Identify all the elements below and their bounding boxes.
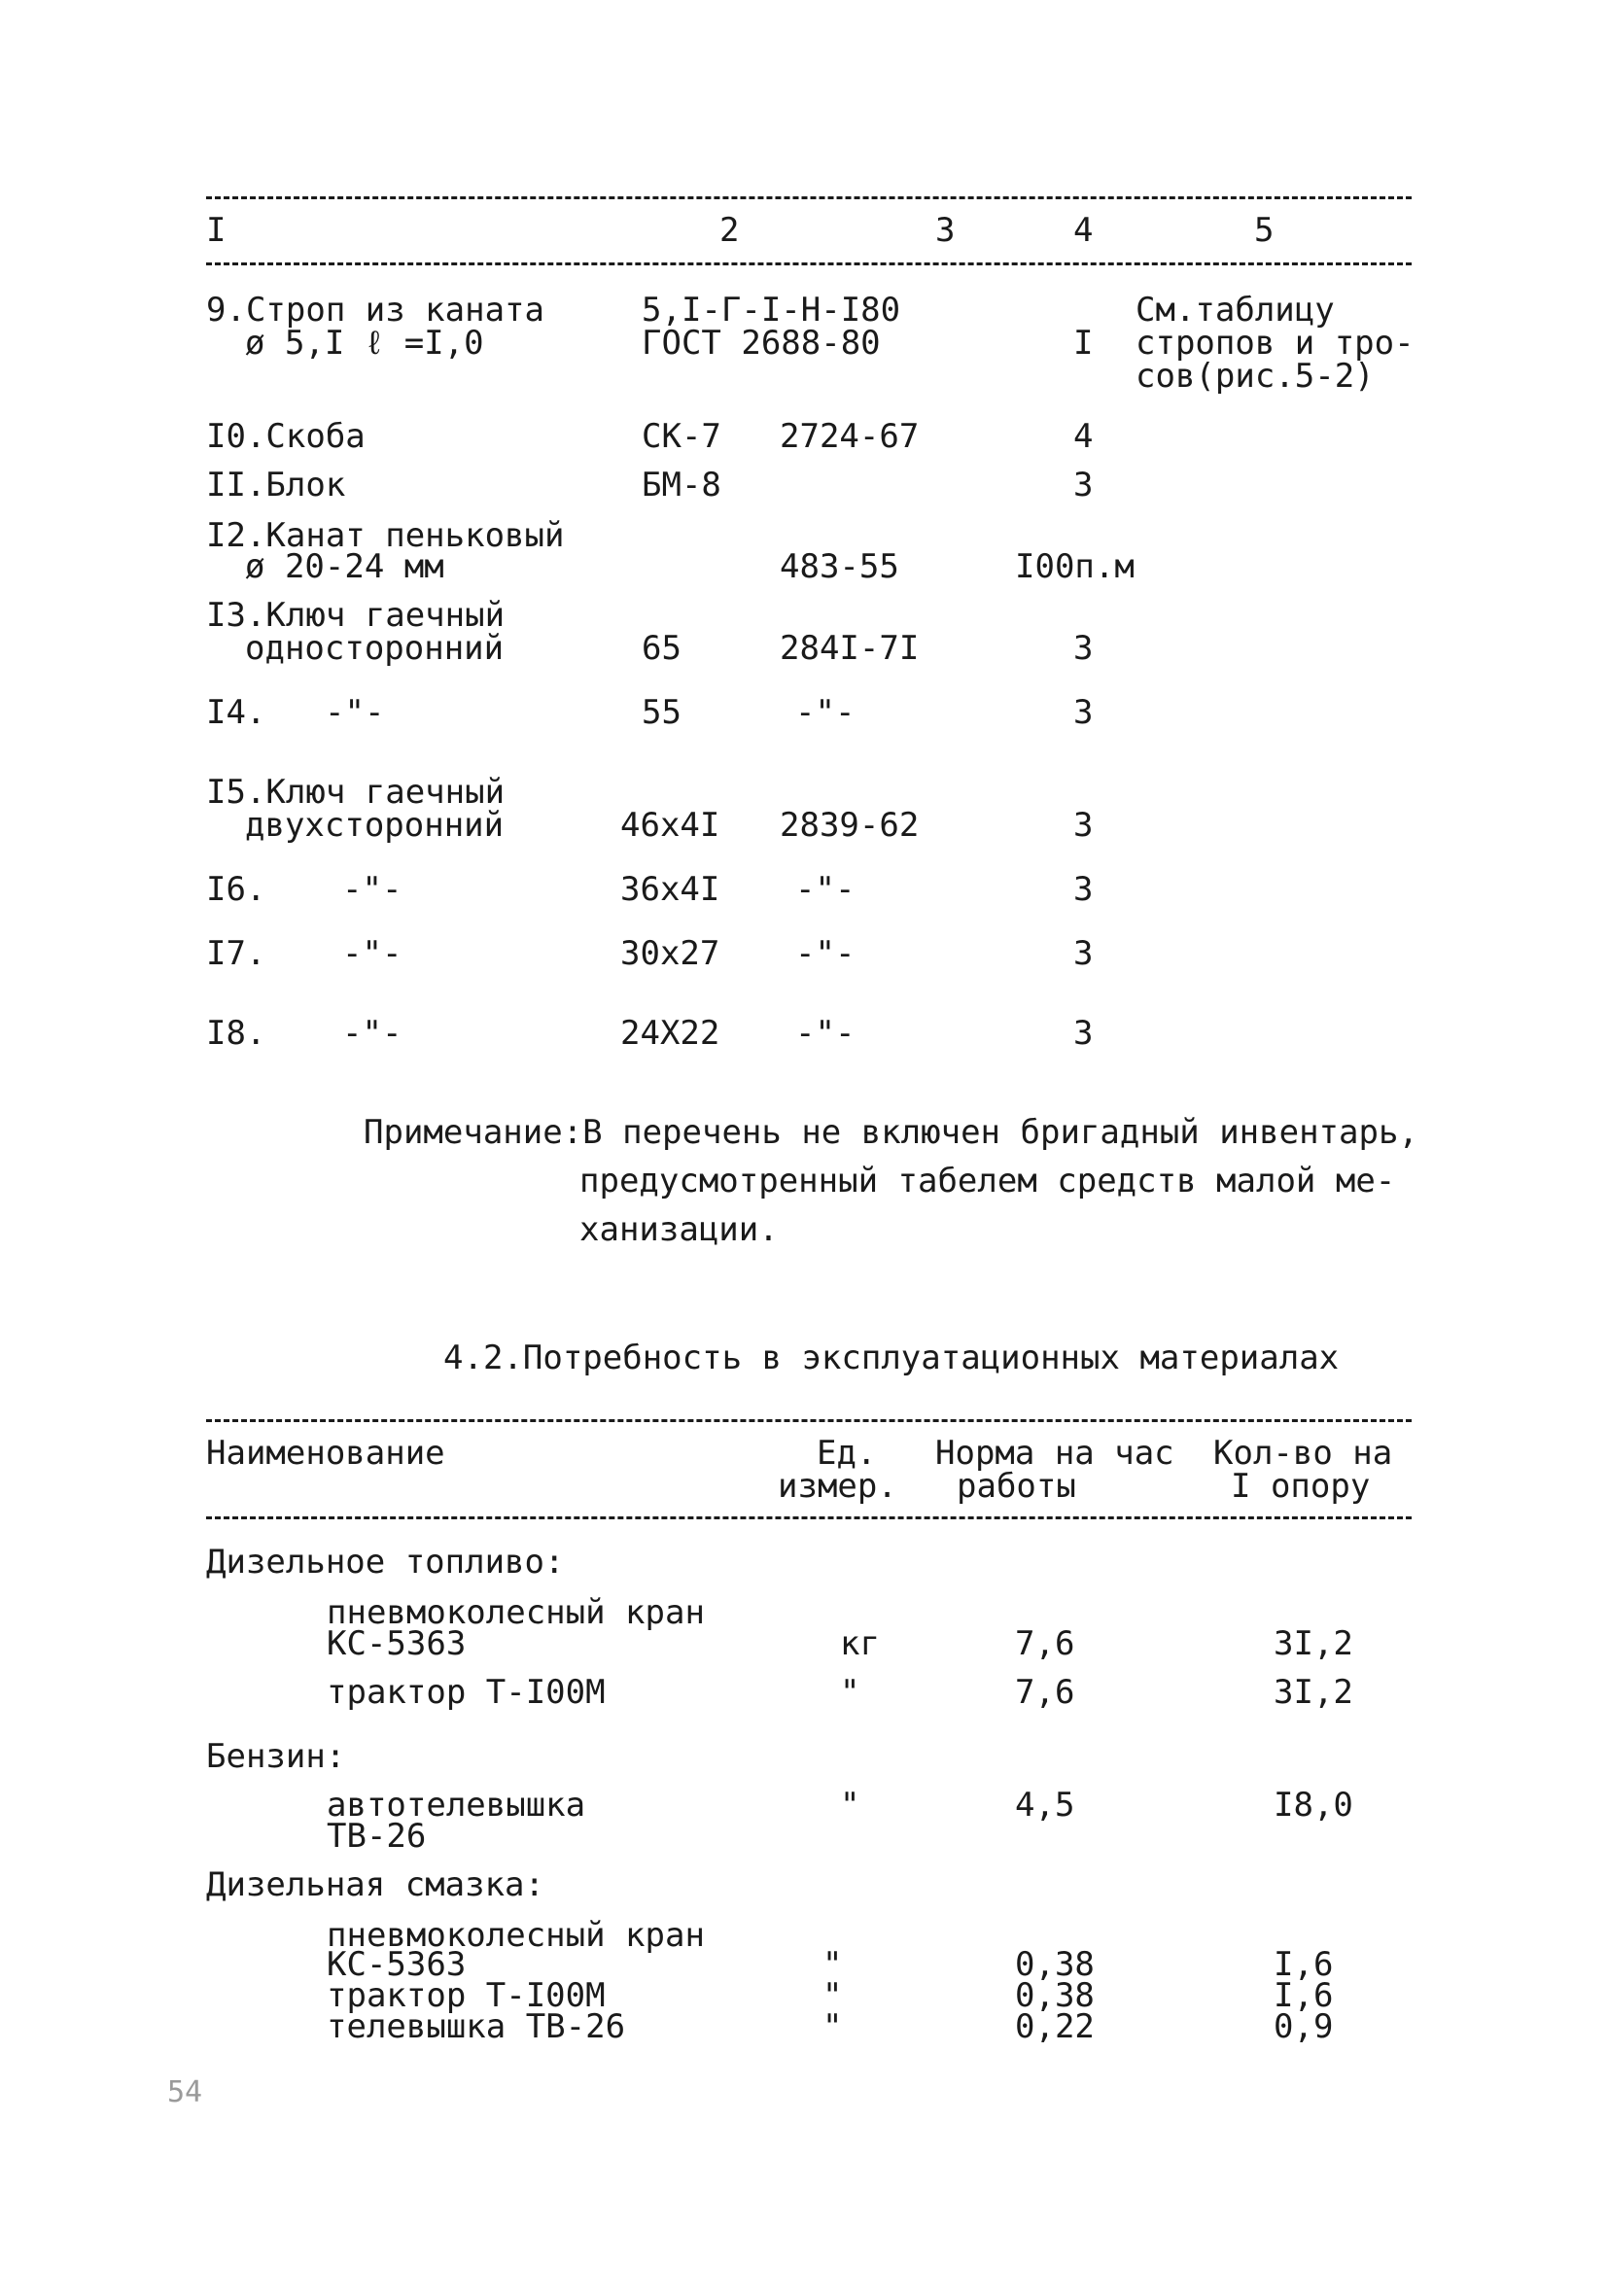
row13-col4: 3	[1073, 629, 1094, 668]
row15-col2: 46x4I	[620, 806, 720, 845]
row10-name: I0.Скоба	[206, 417, 366, 456]
row18-col2: 24X22	[620, 1014, 720, 1053]
item-lube-tractor-norm: 0,38	[1015, 1976, 1095, 2015]
table1-top-rule	[206, 196, 1412, 199]
row16-col4: 3	[1073, 870, 1094, 909]
row16-number: I6.	[206, 870, 266, 909]
row9-col5-line1: См.таблицу	[1136, 291, 1335, 330]
row14-number: I4.	[206, 693, 266, 732]
table2-header-norm-line1: Норма на час	[935, 1434, 1174, 1473]
row14-col2: 55	[642, 693, 682, 732]
row17-col4: 3	[1073, 934, 1094, 973]
row15-col4: 3	[1073, 806, 1094, 845]
table1-header-rule	[206, 262, 1412, 265]
row9-name-line1: 9.Строп из каната	[206, 291, 544, 330]
item-tractor-norm: 7,6	[1015, 1673, 1075, 1712]
row12-col3: 483-55	[780, 547, 899, 586]
item-crane-unit: кг	[840, 1624, 880, 1663]
item-lube-crane-name-line1: пневмоколесный кран	[327, 1916, 705, 1955]
row9-col5-line2: стропов и тро-	[1136, 324, 1415, 363]
row14-col3: -"-	[795, 693, 856, 732]
row10-col3: 2724-67	[780, 417, 920, 456]
item-lube-crane-name-line2: КС-5363	[327, 1945, 467, 1984]
row9-col5-line3: сов(рис.5-2)	[1136, 357, 1375, 396]
row9-col4: I	[1073, 324, 1094, 363]
row11-name: II.Блок	[206, 466, 346, 504]
row12-name-line2: ø 20-24 мм	[245, 547, 444, 586]
table2-header-rule	[206, 1516, 1412, 1519]
item-crane-qty: 3I,2	[1274, 1624, 1353, 1663]
item-lube-tractor-qty: I,6	[1274, 1976, 1334, 2015]
item-lube-aerial-platform-unit: "	[822, 2007, 843, 2046]
table1-header-col3: 3	[935, 211, 956, 250]
row13-name-line2: односторонний	[245, 629, 505, 668]
row17-number: I7.	[206, 934, 266, 973]
row9-col2-line2: ГОСТ 2688-80	[642, 324, 881, 363]
item-crane-name-line2: КС-5363	[327, 1624, 467, 1663]
item-aerial-platform-name-line1: автотелевышка	[327, 1786, 586, 1825]
item-aerial-platform-name-line2: ТВ-26	[327, 1817, 427, 1856]
note-line3: ханизации.	[579, 1210, 779, 1249]
row18-number: I8.	[206, 1014, 266, 1053]
group-diesel-fuel-title: Дизельное топливо:	[206, 1543, 565, 1582]
row12-col4: I00п.м	[1015, 547, 1135, 586]
row16-col2: 36x4I	[620, 870, 720, 909]
row9-col2-line1: 5,I-Г-I-Н-I80	[642, 291, 901, 330]
row17-ditto: -"-	[342, 934, 402, 973]
table1-header-col5: 5	[1254, 211, 1275, 250]
note-line1: Примечание:В перечень не включен бригадный инвентарь,	[364, 1113, 1418, 1152]
item-lube-crane-norm: 0,38	[1015, 1945, 1095, 1984]
row17-col2: 30x27	[620, 934, 720, 973]
item-tractor-name: трактор Т-I00М	[327, 1673, 606, 1712]
item-crane-name-line1: пневмоколесный кран	[327, 1593, 705, 1632]
row15-col3: 2839-62	[780, 806, 920, 845]
table1-header-col2: 2	[719, 211, 740, 250]
row13-col3: 284I-7I	[780, 629, 920, 668]
item-crane-norm: 7,6	[1015, 1624, 1075, 1663]
table2-header-unit-line2: измер.	[778, 1467, 897, 1506]
item-lube-tractor-name: трактор Т-I00М	[327, 1976, 606, 2015]
item-aerial-platform-qty: I8,0	[1274, 1786, 1353, 1825]
table1-header-col4: 4	[1073, 211, 1094, 250]
table1-header-col1: I	[206, 211, 227, 250]
table2-header-qty-line2: I опору	[1231, 1467, 1371, 1506]
item-lube-crane-qty: I,6	[1274, 1945, 1334, 1984]
item-aerial-platform-norm: 4,5	[1015, 1786, 1075, 1825]
row15-name-line1: I5.Ключ гаечный	[206, 773, 506, 812]
row16-ditto: -"-	[342, 870, 402, 909]
item-lube-aerial-platform-qty: 0,9	[1274, 2007, 1334, 2046]
row13-name-line1: I3.Ключ гаечный	[206, 596, 506, 635]
table2-header-unit-line1: Ед.	[817, 1434, 877, 1473]
table2-header-name: Наименование	[206, 1434, 445, 1473]
row15-name-line2: двухсторонний	[245, 806, 505, 845]
page-number: 54	[167, 2075, 203, 2109]
item-lube-aerial-platform-norm: 0,22	[1015, 2007, 1095, 2046]
table2-top-rule	[206, 1419, 1412, 1422]
row13-col2: 65	[642, 629, 682, 668]
item-tractor-unit: "	[840, 1673, 860, 1712]
row14-ditto: -"-	[325, 693, 385, 732]
row18-col3: -"-	[795, 1014, 856, 1053]
section-title: 4.2.Потребность в эксплуатационных материалах	[443, 1339, 1340, 1377]
note-line2: предусмотренный табелем средств малой ме-	[579, 1162, 1396, 1200]
item-lube-tractor-unit: "	[822, 1976, 843, 2015]
row10-col2: СК-7	[642, 417, 721, 456]
group-diesel-lubricant-title: Дизельная смазка:	[206, 1865, 544, 1904]
item-lube-aerial-platform-name: телевышка ТВ-26	[327, 2007, 626, 2046]
item-tractor-qty: 3I,2	[1274, 1673, 1353, 1712]
row11-col4: 3	[1073, 466, 1094, 504]
row17-col3: -"-	[795, 934, 856, 973]
row9-name-line2: ø 5,I ℓ =I,0	[245, 324, 484, 363]
row11-col2: БМ-8	[642, 466, 721, 504]
row10-col4: 4	[1073, 417, 1094, 456]
row14-col4: 3	[1073, 693, 1094, 732]
row18-ditto: -"-	[342, 1014, 402, 1053]
table2-header-qty-line1: Кол-во на	[1213, 1434, 1393, 1473]
item-aerial-platform-unit: "	[840, 1786, 860, 1825]
row18-col4: 3	[1073, 1014, 1094, 1053]
table2-header-norm-line2: работы	[957, 1467, 1076, 1506]
group-gasoline-title: Бензин:	[206, 1737, 346, 1776]
item-lube-crane-unit: "	[822, 1945, 843, 1984]
row12-name-line1: I2.Канат пеньковый	[206, 516, 565, 555]
row16-col3: -"-	[795, 870, 856, 909]
